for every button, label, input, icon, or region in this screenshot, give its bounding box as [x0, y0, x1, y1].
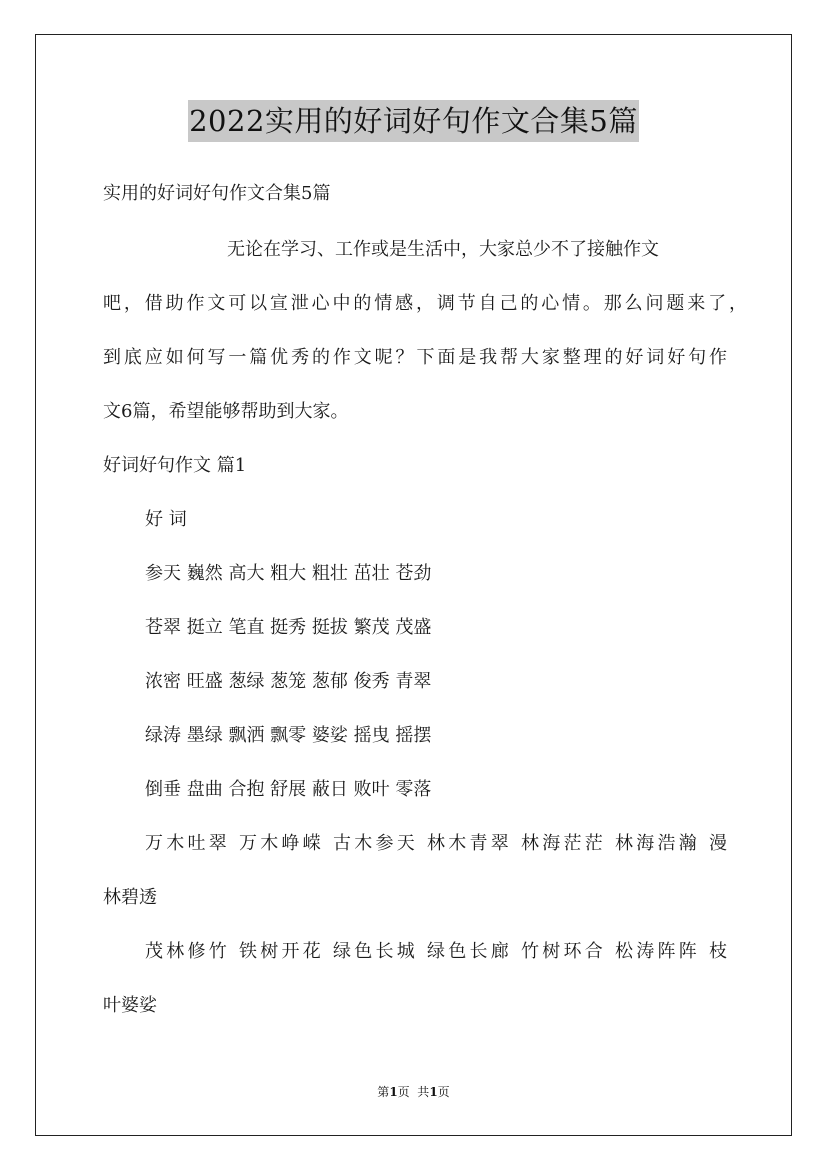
word-row-3: 浓密 旺盛 葱绿 葱笼 葱郁 俊秀 青翠 [145, 671, 432, 692]
section-heading: 好词好句作文 篇1 [103, 455, 247, 476]
subheading-good-words: 好 词 [145, 509, 187, 530]
word-row-1: 参天 巍然 高大 粗大 粗壮 茁壮 苍劲 [145, 563, 432, 584]
phrase-paragraph-2-line-1: 茂林修竹 铁树开花 绿色长城 绿色长廊 竹树环合 松涛阵阵 枝 [145, 941, 727, 962]
word-row-5: 倒垂 盘曲 合抱 舒展 蔽日 败叶 零落 [145, 779, 432, 800]
word-row-4: 绿涛 墨绿 飘洒 飘零 婆娑 摇曳 摇摆 [145, 725, 432, 746]
footer-page-mid: 页 共 [397, 1085, 430, 1099]
intro-line-1: 无论在学习、工作或是生活中，大家总少不了接触作文 [227, 239, 659, 260]
document-subtitle: 实用的好词好句作文合集5篇 [103, 183, 331, 204]
intro-line-4: 文6篇，希望能够帮助到大家。 [103, 401, 349, 422]
phrase-paragraph-1-line-2: 林碧透 [103, 887, 157, 908]
word-row-2: 苍翠 挺立 笔直 挺秀 挺拔 繁茂 茂盛 [145, 617, 432, 638]
footer-total-pages: 1 [429, 1085, 438, 1099]
phrase-paragraph-1-line-1: 万木吐翠 万木峥嵘 古木参天 林木青翠 林海茫茫 林海浩瀚 漫 [145, 833, 727, 854]
page-footer [0, 1084, 827, 1100]
phrase-paragraph-2-line-2: 叶婆娑 [103, 995, 157, 1016]
title-container [0, 100, 827, 142]
footer-page-prefix: 第 [377, 1085, 390, 1099]
footer-page-suffix: 页 [437, 1085, 450, 1099]
footer-page-number: 1 [389, 1085, 398, 1099]
document-title: 2022实用的好词好句作文合集5篇 [188, 100, 639, 142]
intro-line-3: 到底应如何写一篇优秀的作文呢？下面是我帮大家整理的好词好句作 [103, 347, 727, 368]
intro-line-2: 吧，借助作文可以宣泄心中的情感，调节自己的心情。那么问题来了， [103, 293, 747, 314]
